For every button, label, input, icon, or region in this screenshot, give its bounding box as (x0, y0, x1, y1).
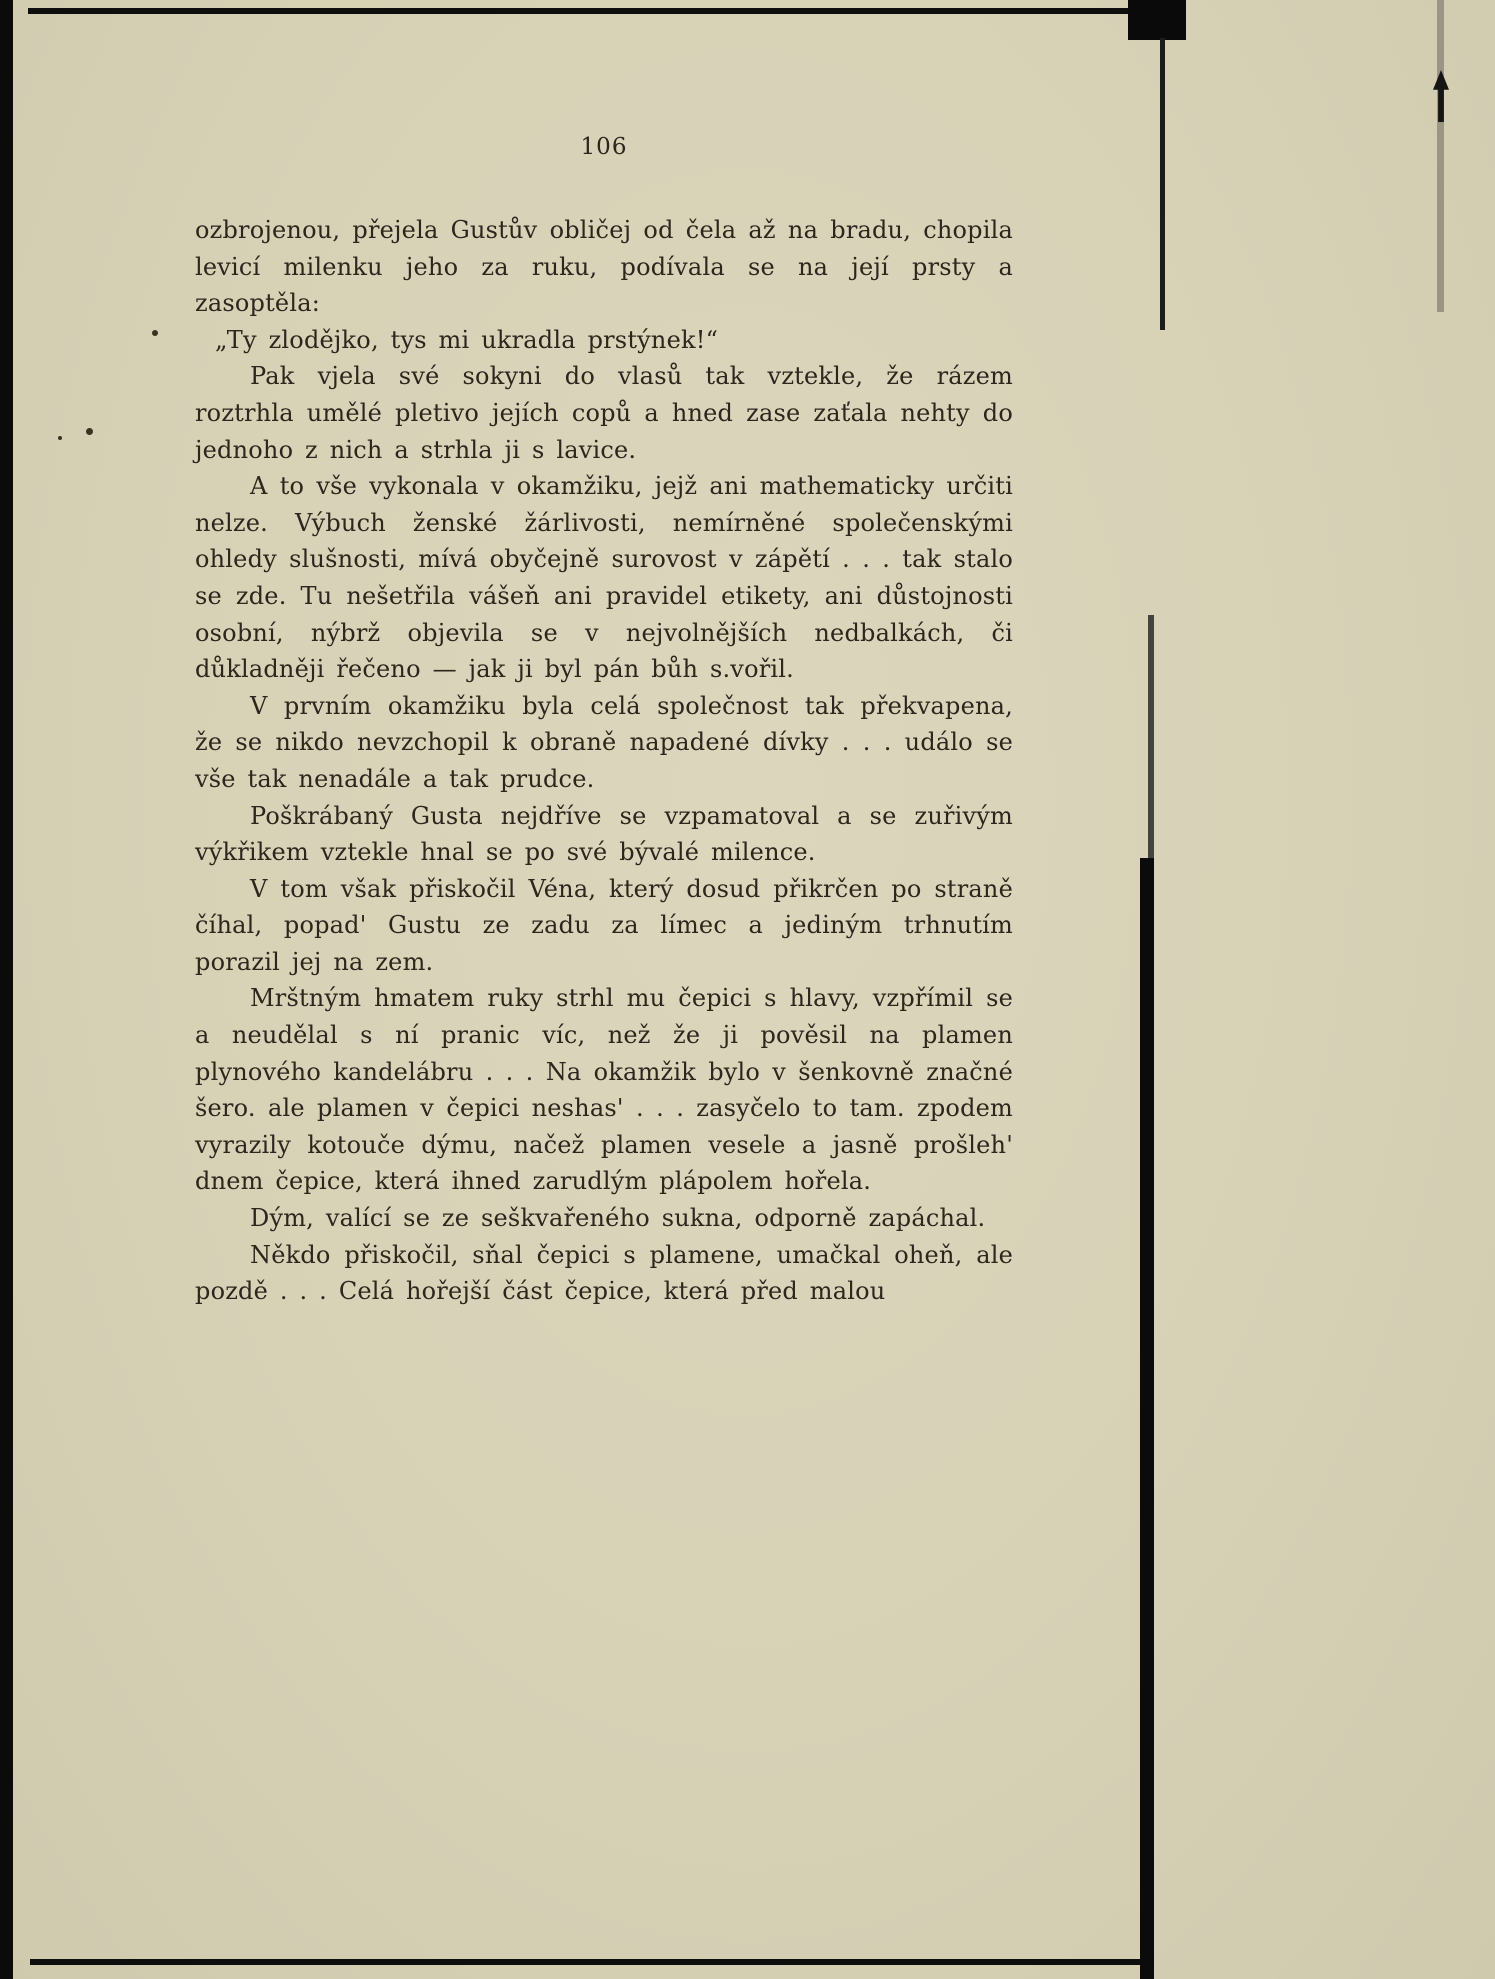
margin-mark (152, 330, 158, 336)
page-text (195, 212, 1013, 1310)
paragraph-quote: „Ty zlodějko, tys mi ukradla prstýnek!“ (215, 325, 719, 354)
margin-mark (58, 436, 62, 440)
scan-left-border (0, 0, 13, 1979)
paragraph: Pak vjela své sokyni do vlasů tak vztekle, že rázem roztrhla umělé pletivo jejích copů a hned zase zaťala nehty do jednoho z nich a strhla ji s lavice. (195, 362, 1013, 464)
bottom-rule (30, 1959, 1142, 1965)
scan-artifact-top-right (1128, 0, 1186, 40)
paragraph: Dým, valící se ze seškvařeného sukna, odporně zapáchal. (250, 1204, 986, 1233)
paragraph: Poškrábaný Gusta nejdříve se vzpamatoval a se zuřivým výkřikem vztekle hnal se po své bývalé milence. (195, 801, 1013, 867)
scan-arrow-mark (1433, 70, 1449, 122)
paragraph: ozbrojenou, přejela Gustův obličej od čela až na bradu, chopila levicí milenku jeho za ruku, podívala se na její prsty a zasoptěla: (195, 216, 1013, 318)
gutter-line-top (1160, 38, 1165, 330)
page-number: 106 (580, 134, 628, 160)
paragraph: Někdo přiskočil, sňal čepici s plamene, umačkal oheň, ale pozdě . . . Celá hořejší část čepice, která před malou (195, 1240, 1013, 1306)
margin-mark (86, 428, 93, 435)
paragraph: Mrštným hmatem ruky strhl mu čepici s hlavy, vzpřímil se a neudělal s ní pranic víc, než že ji pověsil na plamen plynového kandelábru . . . Na okamžik bylo v šenkovně značné šero. ale plamen v čepici neshas' . . . zasyčelo to tam. zpodem vyrazily kotouče dýmu, načež plamen vesele a jasně prošleh' dnem čepice, která ihned zarudlým plápolem hořela. (195, 984, 1013, 1196)
top-rule (28, 8, 1132, 14)
gutter-bar-bottom (1140, 858, 1154, 1979)
paragraph: V prvním okamžiku byla celá společnost tak překvapena, že se nikdo nevzchopil k obraně napadené dívky . . . událo se vše tak nenadále a tak prudce. (195, 691, 1013, 793)
paragraph: V tom však přiskočil Véna, který dosud přikrčen po straně číhal, popad' Gustu ze zadu za límec a jediným trhnutím porazil jej na zem. (195, 874, 1013, 976)
page-edge-shadow (1437, 0, 1444, 312)
paragraph: A to vše vykonala v okamžiku, jejž ani mathematicky určiti nelze. Výbuch ženské žárlivosti, nemírněné společenskými ohledy slušnosti, mívá obyčejně surovost v zápětí . . . tak stalo se zde. Tu nešetřila vášeň ani pravidel etikety, ani důstojnosti osobní, nýbrž objevila se v nejvolnějších nedbalkách, či důkladněji řečeno — jak ji byl pán bůh s.vořil. (195, 472, 1013, 684)
